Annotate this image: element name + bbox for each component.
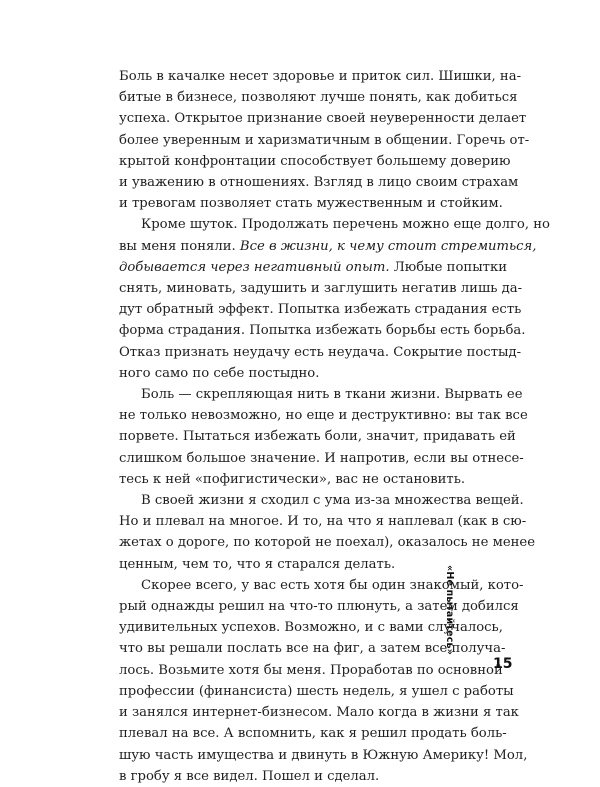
paragraph-3 (119, 384, 528, 490)
plain-text: Любые попытки (389, 259, 508, 275)
text-line: в гробу я все видел. Пошел и сделал. (119, 768, 380, 784)
text-line: рый однажды решил на что-то плюнуть, а затем добился (119, 599, 519, 615)
text-line: дут обратный эффект. Попытка избежать страдания есть (119, 302, 522, 318)
paragraph-4 (119, 490, 536, 575)
italic-emphasis: добывается через негативный опыт. (119, 259, 390, 275)
text-line: что вы решали послать все на фиг, а затем все получа- (119, 641, 506, 657)
text-line: Боль — скрепляющая нить в ткани жизни. Вырвать ее (141, 387, 523, 403)
text-line: снять, миновать, задушить и заглушить негатив лишь да- (119, 281, 523, 297)
text-line: удивительных успехов. Возможно, и с вами случалось, (119, 620, 503, 636)
text-line: ценным, чем то, что я старался делать. (119, 556, 396, 572)
text-line: В своей жизни я сходил с ума из-за множества вещей. (141, 493, 524, 509)
text-line (119, 236, 537, 257)
text-line: лось. Возьмите хотя бы меня. Проработав по основной (119, 662, 503, 678)
text-line: шую часть имущества и двинуть в Южную Америку! Мол, (119, 747, 528, 763)
text-line: плевал на все. А вспомнить, как я решил продать боль- (119, 726, 507, 742)
text-line: Боль в качалке несет здоровье и приток сил. Шишки, на- (119, 69, 522, 84)
text-line: профессии (финансиста) шесть недель, я ушел с работы (119, 683, 514, 699)
page-number: 15 (493, 656, 513, 672)
plain-text: вы меня поняли. (119, 238, 240, 254)
italic-emphasis: Все в жизни, к чему стоит стремиться, (239, 238, 537, 254)
text-line: успеха. Открытое признание своей неуверенности делает (119, 111, 527, 127)
paragraph-2 (119, 214, 550, 384)
text-line: Скорее всего, у вас есть хотя бы один знакомый, кото- (141, 577, 524, 593)
text-line: не только невозможно, но еще и деструктивно: вы так все (119, 408, 528, 424)
text-line: жетах о дороге, по которой не поехал), оказалось не менее (119, 535, 536, 551)
paragraph-1 (119, 66, 530, 214)
text-line: и тревогам позволяет стать мужественным и стойким. (119, 196, 503, 212)
text-line: Отказ признать неудачу есть неудача. Сокрытие постыд- (119, 344, 522, 360)
text-line: порвете. Пытаться избежать боли, значит, придавать ей (119, 429, 516, 445)
text-line: битые в бизнесе, позволяют лучше понять, как добиться (119, 90, 518, 106)
running-chapter-title: «Не пытайтесь» (444, 565, 455, 656)
text-line: Кроме шуток. Продолжать перечень можно еще долго, но (141, 217, 550, 233)
text-line: и занялся интернет-бизнесом. Мало когда в жизни я так (119, 705, 519, 721)
text-line: более уверенным и харизматичным в общении. Горечь от- (119, 132, 530, 148)
text-line: и уважению в отношениях. Взгляд в лицо своим страхам (119, 175, 519, 191)
text-line (119, 257, 508, 278)
text-line: ного само по себе постыдно. (119, 365, 320, 381)
text-line: слишком большое значение. И напротив, если вы отнесе- (119, 450, 524, 466)
text-line: тесь к ней «пофигистически», вас не остановить. (119, 471, 466, 487)
text-line: Но и плевал на многое. И то, на что я наплевал (как в сю- (119, 514, 527, 530)
text-line: форма страдания. Попытка избежать борьбы есть борьба. (119, 323, 526, 339)
text-line: крытой конфронтации способствует большему доверию (119, 153, 511, 169)
